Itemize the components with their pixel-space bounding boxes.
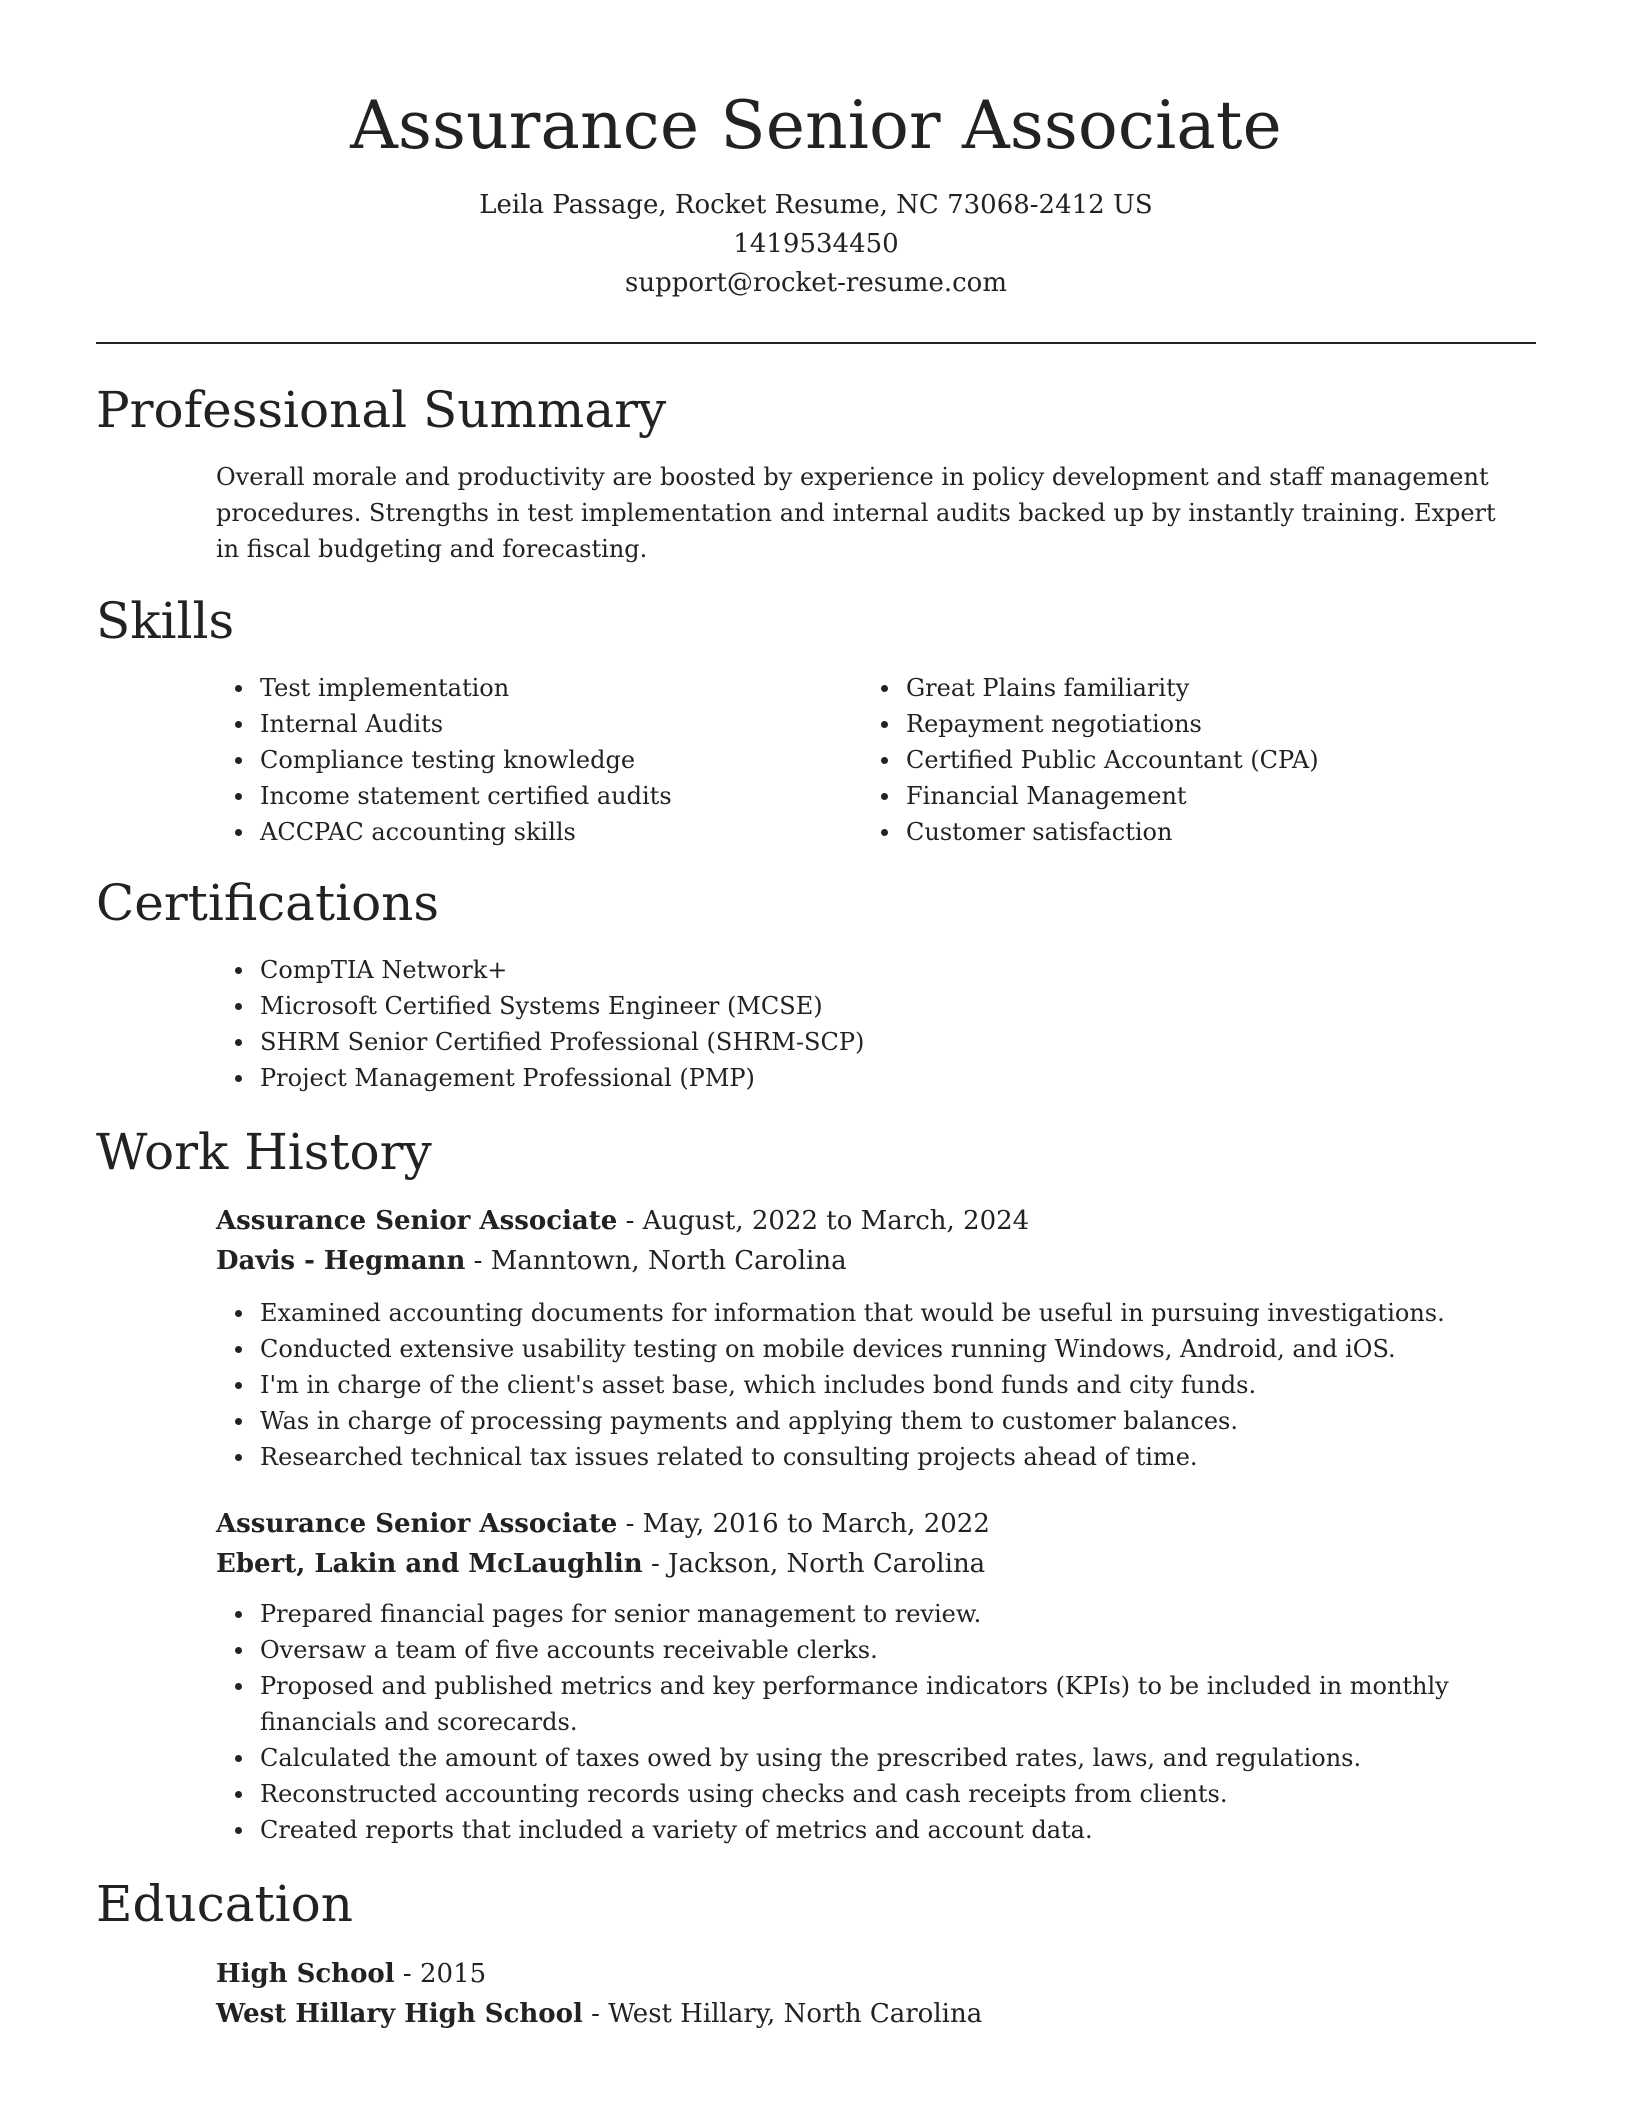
education-year: 2015 [419, 1959, 487, 1989]
skill-item: Repayment negotiations [906, 706, 1462, 742]
job-bullet: Oversaw a team of five accounts receivable clerks. [260, 1632, 1470, 1668]
skill-item: Customer satisfaction [906, 814, 1462, 850]
education-entry [216, 1954, 1516, 2034]
job-bullet: Conducted extensive usability testing on mobile devices running Windows, Android, and iOS. [260, 1331, 1516, 1367]
header-divider [96, 342, 1536, 344]
job-bullet: Reconstructed accounting records using checks and cash receipts from clients. [260, 1776, 1470, 1812]
skills-heading: Skills [96, 592, 235, 650]
skill-item: ACCPAC accounting skills [260, 814, 816, 850]
job-title: Assurance Senior Associate [216, 1206, 618, 1236]
certification-item: Project Management Professional (PMP) [260, 1060, 1516, 1096]
job-bullet: Prepared financial pages for senior management to review. [260, 1596, 1470, 1632]
skill-item: Certified Public Accountant (CPA) [906, 742, 1462, 778]
job-bullet: I'm in charge of the client's asset base, which includes bond funds and city funds. [260, 1367, 1516, 1403]
job-location: Manntown, North Carolina [490, 1246, 847, 1276]
education-degree-line: High School - 2015 [216, 1959, 487, 1989]
skill-item: Great Plains familiarity [906, 670, 1462, 706]
certification-item: CompTIA Network+ [260, 952, 1516, 988]
certifications-heading: Certifications [96, 874, 440, 932]
skill-item: Internal Audits [260, 706, 816, 742]
job-dates: May, 2016 to March, 2022 [642, 1509, 990, 1539]
skill-item: Financial Management [906, 778, 1462, 814]
job-company: Davis - Hegmann [216, 1246, 466, 1276]
job-bullet: Examined accounting documents for information that would be useful in pursuing investigations. [260, 1295, 1516, 1331]
skill-item: Test implementation [260, 670, 816, 706]
education-school: West Hillary High School [216, 1999, 583, 2029]
education-location: West Hillary, North Carolina [608, 1999, 983, 2029]
job-bullet: Created reports that included a variety of metrics and account data. [260, 1812, 1470, 1848]
job-company-line: Ebert, Lakin and McLaughlin - Jackson, North Carolina [216, 1549, 986, 1579]
job-title: Assurance Senior Associate [216, 1509, 618, 1539]
job-entry [216, 1201, 1516, 1475]
skills-column-left [216, 670, 816, 850]
education-school-line: West Hillary High School - West Hillary, North Carolina [216, 1999, 983, 2029]
job-bullet: Calculated the amount of taxes owed by using the prescribed rates, laws, and regulations. [260, 1740, 1470, 1776]
contact-info [0, 186, 1632, 303]
education-degree: High School [216, 1959, 395, 1989]
job-company-line: Davis - Hegmann - Manntown, North Carolina [216, 1246, 847, 1276]
contact-address: Leila Passage, Rocket Resume, NC 73068-2412 US [479, 190, 1153, 220]
job-dates: August, 2022 to March, 2024 [642, 1206, 1030, 1236]
certifications-list [216, 952, 1516, 1096]
certification-item: SHRM Senior Certified Professional (SHRM-SCP) [260, 1024, 1516, 1060]
contact-email: support@rocket-resume.com [624, 268, 1007, 298]
job-title-line: Assurance Senior Associate - May, 2016 to March, 2022 [216, 1509, 990, 1539]
job-company: Ebert, Lakin and McLaughlin [216, 1549, 643, 1579]
contact-phone: 1419534450 [733, 229, 899, 259]
work-history-heading: Work History [96, 1123, 432, 1181]
skill-item: Compliance testing knowledge [260, 742, 816, 778]
summary-heading: Professional Summary [96, 381, 667, 439]
job-location: Jackson, North Carolina [668, 1549, 986, 1579]
skills-column-right [862, 670, 1462, 850]
resume-header [0, 0, 1632, 303]
job-bullet: Proposed and published metrics and key performance indicators (KPIs) to be included in monthly financials and scorecards. [260, 1668, 1470, 1740]
job-bullet: Was in charge of processing payments and applying them to customer balances. [260, 1403, 1516, 1439]
skill-item: Income statement certified audits [260, 778, 816, 814]
certification-item: Microsoft Certified Systems Engineer (MCSE) [260, 988, 1516, 1024]
education-heading: Education [96, 1875, 353, 1933]
job-entry [216, 1504, 1516, 1848]
job-title-line: Assurance Senior Associate - August, 2022 to March, 2024 [216, 1206, 1030, 1236]
job-bullet: Researched technical tax issues related to consulting projects ahead of time. [260, 1439, 1516, 1475]
summary-text: Overall morale and productivity are boosted by experience in policy development and staff management procedures. Strengths in test implementation and internal audits backed up by instantly training. Expert in fiscal budgeting and forecasting. [216, 463, 1496, 563]
resume-title: Assurance Senior Associate [350, 87, 1282, 164]
